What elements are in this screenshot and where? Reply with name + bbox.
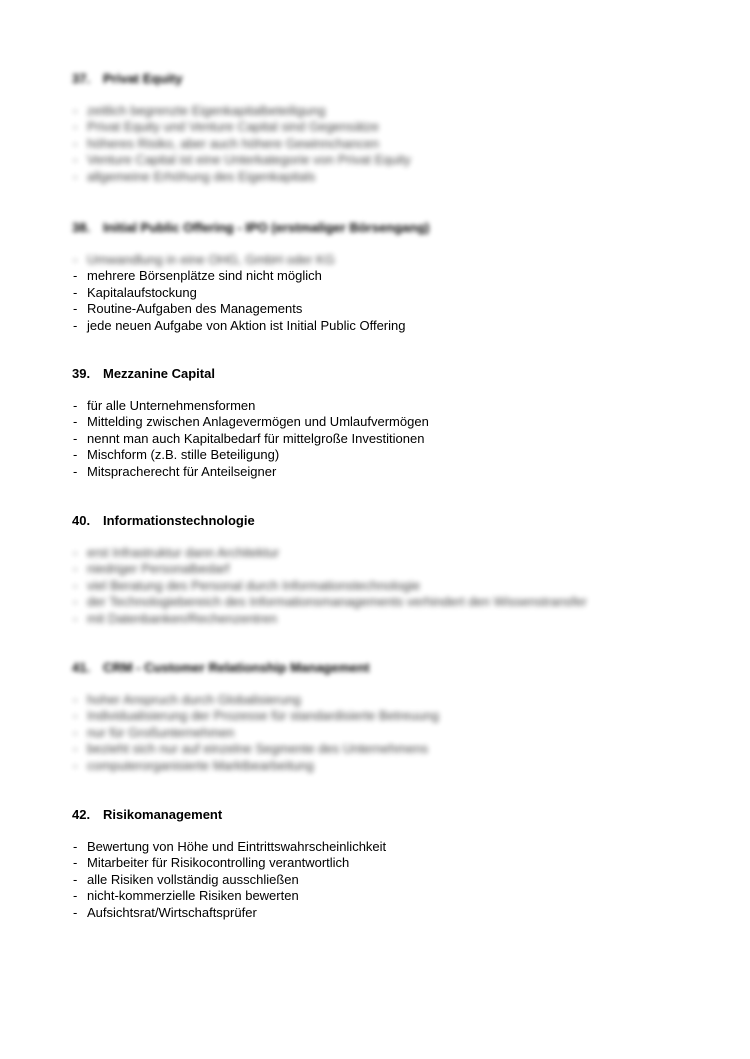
- section-number: 42.: [72, 807, 91, 822]
- list-item: - Umwandlung in eine OHG, GmbH oder KG: [72, 252, 692, 268]
- section-39: [72, 365, 692, 480]
- section-number: 39.: [72, 366, 91, 381]
- section-number: 41.: [72, 660, 91, 675]
- section-title: Informationstechnologie: [103, 513, 255, 528]
- section-38: [72, 219, 692, 334]
- list-item: - computerorganisierte Marktbearbeitung: [72, 758, 692, 774]
- list-item: - mehrere Börsenplätze sind nicht möglich: [72, 268, 692, 284]
- section-number: 38.: [72, 220, 91, 235]
- list-item: - Mischform (z.B. stille Beteiligung): [72, 447, 692, 463]
- section-heading: [72, 659, 692, 677]
- list-item: - hoher Anspruch durch Globalisierung: [72, 692, 692, 708]
- section-heading: [72, 806, 692, 824]
- list-item: - Venture Capital ist eine Unterkategorie von Privat Equity: [72, 152, 692, 168]
- list-item: - viel Beratung des Personal durch Informationstechnologie: [72, 578, 692, 594]
- list-item: - jede neuen Aufgabe von Aktion ist Initial Public Offering: [72, 318, 692, 334]
- section-heading: [72, 70, 692, 88]
- section-list: [72, 545, 692, 627]
- section-list: [72, 398, 692, 480]
- section-list: [72, 103, 692, 185]
- section-heading: [72, 219, 692, 237]
- section-title: Risikomanagement: [103, 807, 223, 822]
- section-list: [72, 252, 692, 334]
- list-item: - nur für Großunternehmen: [72, 725, 692, 741]
- list-item: - alle Risiken vollständig ausschließen: [72, 872, 692, 888]
- section-heading: [72, 512, 692, 530]
- section-list: [72, 839, 692, 921]
- list-item: - erst Infrastruktur dann Architektur: [72, 545, 692, 561]
- section-number: 40.: [72, 513, 91, 528]
- list-item: - nicht-kommerzielle Risiken bewerten: [72, 888, 692, 904]
- section-title: Mezzanine Capital: [103, 366, 215, 381]
- list-item: - Aufsichtsrat/Wirtschaftsprüfer: [72, 905, 692, 921]
- list-item: - mit Datenbanken/Rechenzentren: [72, 611, 692, 627]
- section-heading: [72, 365, 692, 383]
- list-item: - Privat Equity und Venture Capital sind Gegensätze: [72, 119, 692, 135]
- list-item: - nennt man auch Kapitalbedarf für mittelgroße Investitionen: [72, 431, 692, 447]
- section-42: [72, 806, 692, 921]
- section-40: [72, 512, 692, 627]
- list-item: - allgemeine Erhöhung des Eigenkapitals: [72, 169, 692, 185]
- list-item: - höheres Risiko, aber auch höhere Gewinnchancen: [72, 136, 692, 152]
- section-title: CRM - Customer Relationship Management: [103, 660, 370, 675]
- list-item: - Mitarbeiter für Risikocontrolling verantwortlich: [72, 855, 692, 871]
- list-item: - für alle Unternehmensformen: [72, 398, 692, 414]
- section-37: [72, 70, 692, 185]
- section-41: [72, 659, 692, 774]
- list-item: - Mitspracherecht für Anteilseigner: [72, 464, 692, 480]
- list-item: - Routine-Aufgaben des Managements: [72, 301, 692, 317]
- list-item: - Mittelding zwischen Anlagevermögen und Umlaufvermögen: [72, 414, 692, 430]
- list-item: - Kapitalaufstockung: [72, 285, 692, 301]
- list-item: - zeitlich begrenzte Eigenkapitalbeteiligung: [72, 103, 692, 119]
- list-item: - Individualisierung der Prozesse für standardisierte Betreuung: [72, 708, 692, 724]
- list-item: - Bewertung von Höhe und Eintrittswahrscheinlichkeit: [72, 839, 692, 855]
- list-item: - der Technologiebereich des Informationsmanagements verhindert den Wissenstransfer: [72, 594, 692, 610]
- section-number: 37.: [72, 71, 91, 86]
- section-title: Privat Equity: [103, 71, 183, 86]
- section-list: [72, 692, 692, 774]
- section-title: Initial Public Offering - IPO (erstmaliger Börsengang): [103, 220, 430, 235]
- list-item: - bezieht sich nur auf einzelne Segmente des Unternehmens: [72, 741, 692, 757]
- list-item: - niedriger Personalbedarf: [72, 561, 692, 577]
